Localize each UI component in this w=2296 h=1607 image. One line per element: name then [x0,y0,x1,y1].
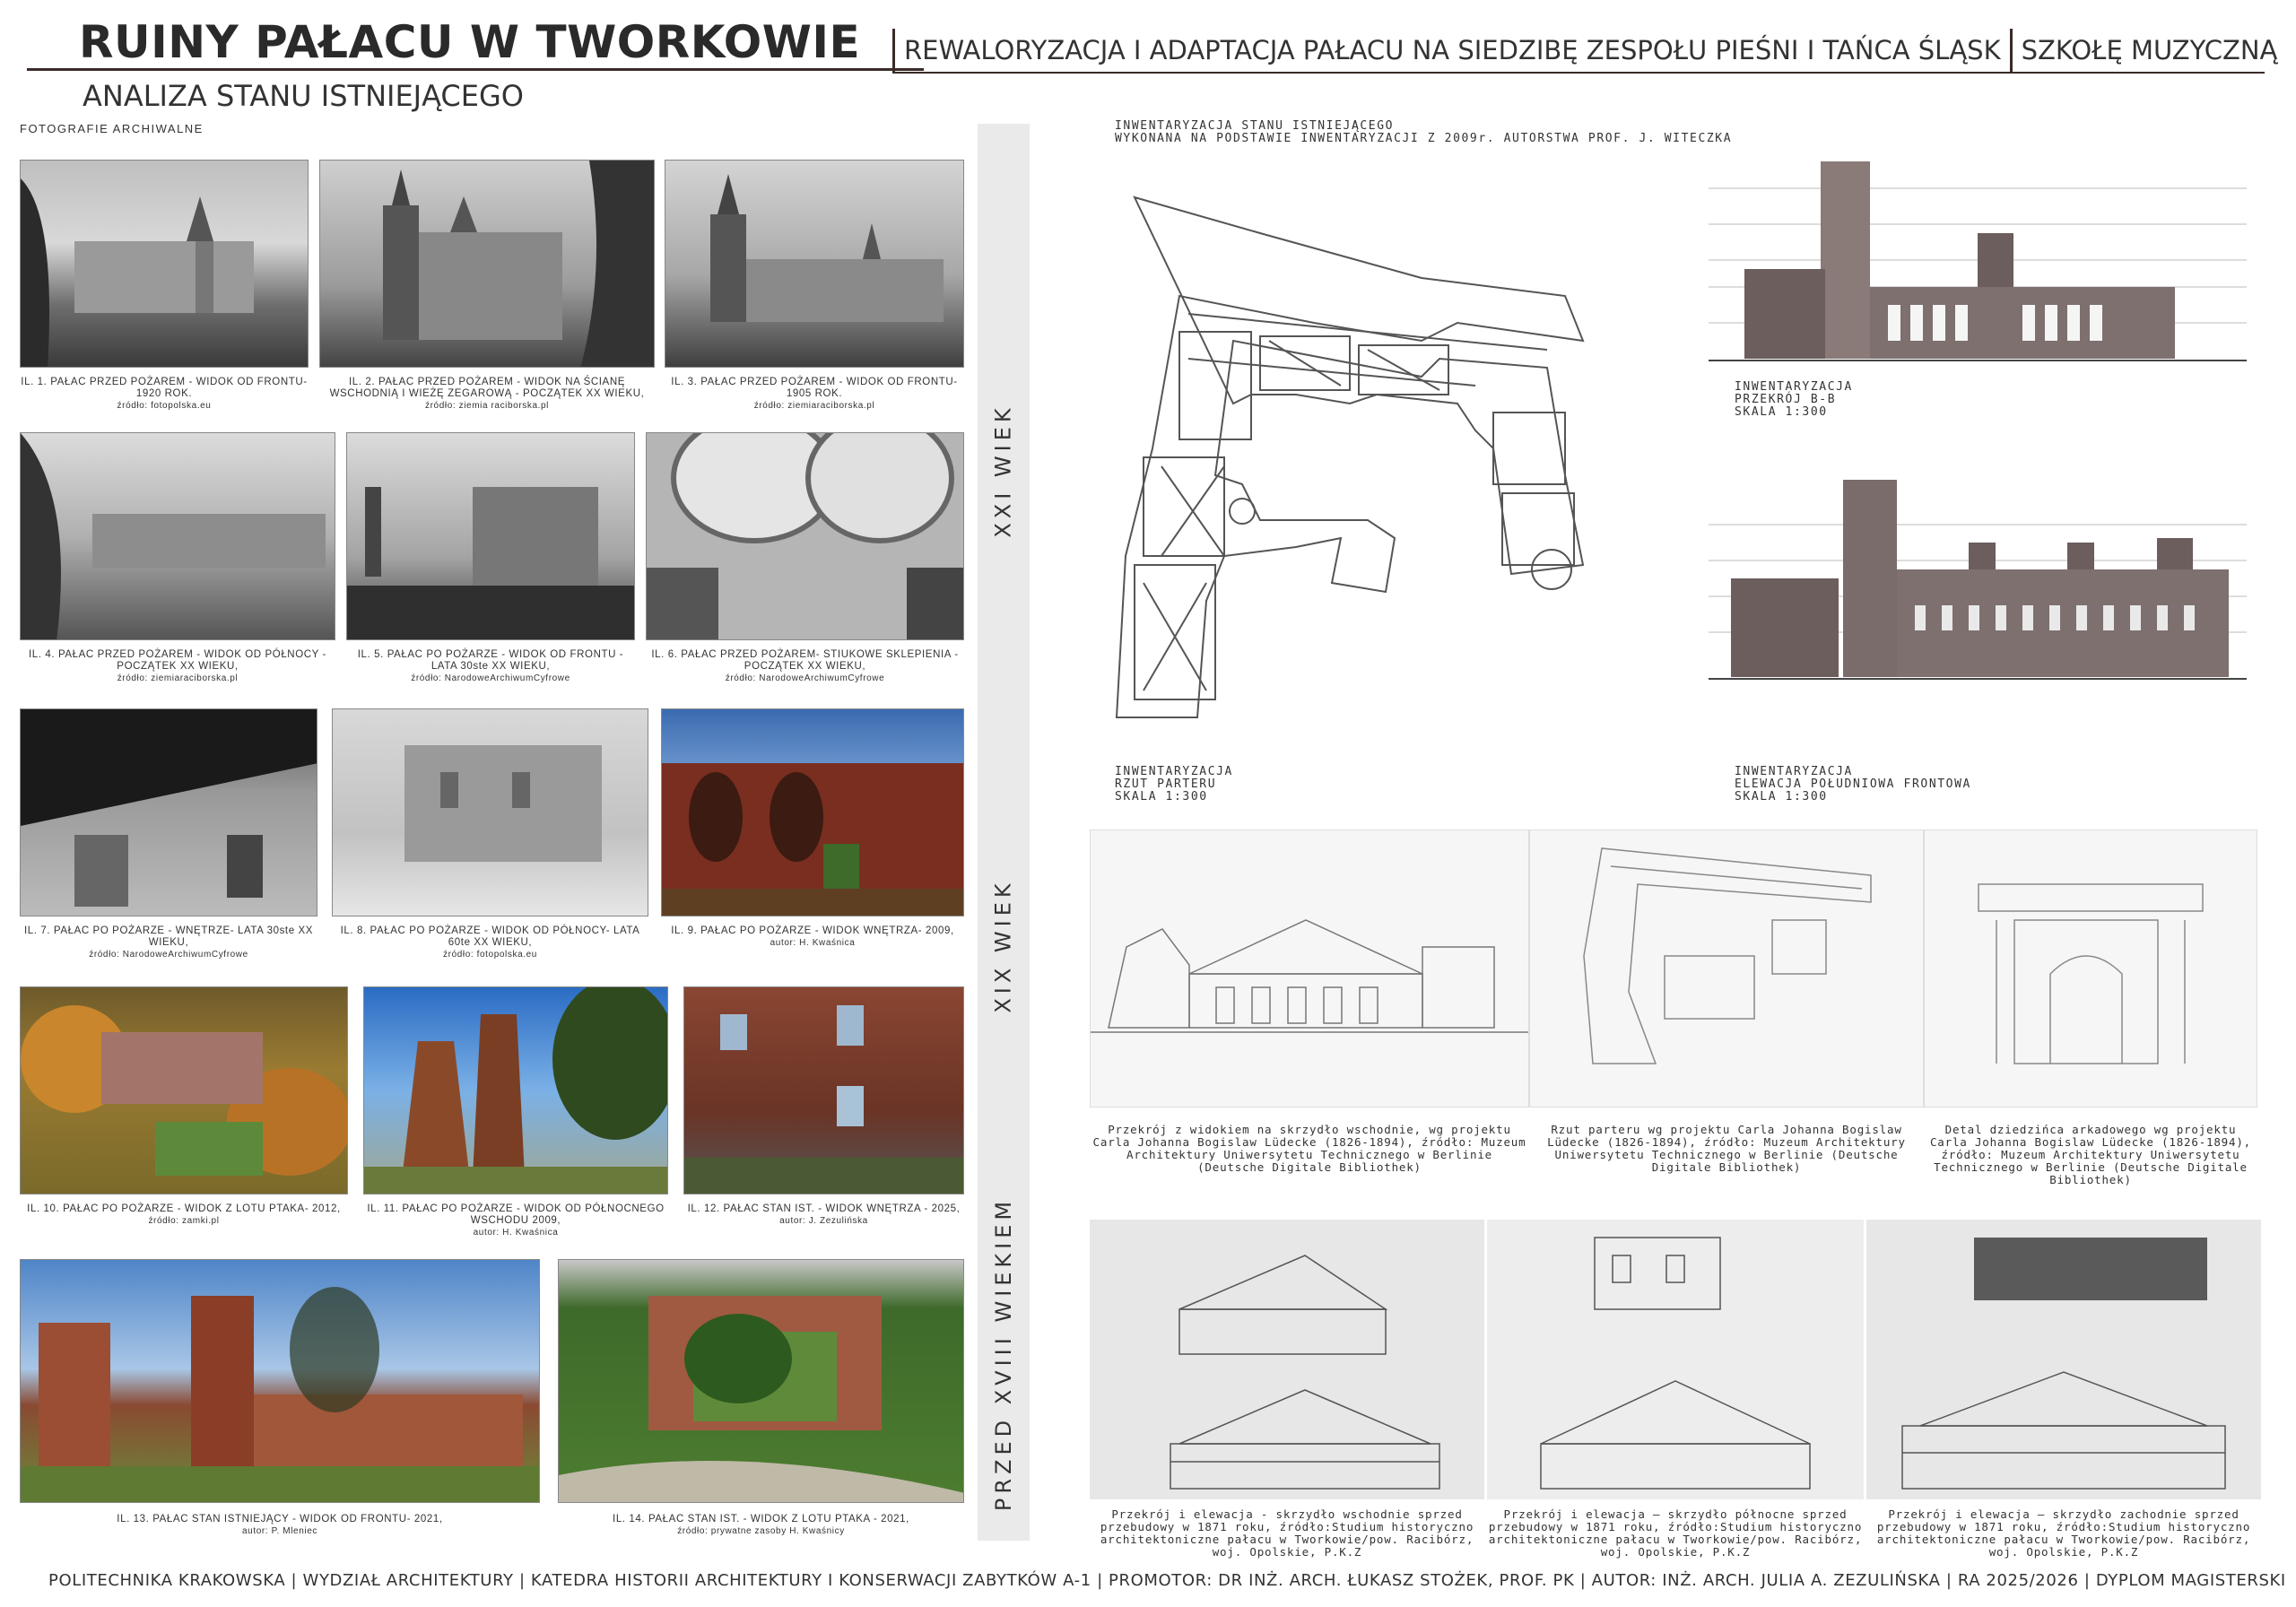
timeline-xix: XIX WIEK [991,879,1016,1013]
photo-6 [646,432,964,640]
caption-11: IL. 11. PAŁAC PO POŻARZE - WIDOK OD PÓŁNOCNEGO WSCHODU 2009, autor: H. Kwaśnica [367,1203,665,1238]
historic-caption-3: Detal dziedzińca arkadowego wg projektu Carla Johanna Bogislaw Lüdecke (1826-1894), źródło: Muzeum Architektury Uniwersytetu Technicznego w Berlinie (Deutsche Digitale Bibliothek) [1929,1123,2251,1186]
timeline-xxi: XXI WIEK [991,404,1016,538]
old-drawing-1 [1090,1220,1484,1499]
caption-9: IL. 9. PAŁAC PO POŻARZE - WIDOK WNĘTRZA- 2009, autor: H. Kwaśnica [671,925,954,948]
caption-14: IL. 14. PAŁAC STAN IST. - WIDOK Z LOTU PTAKA - 2021, źródło: prywatne zasoby H. Kwaśnicy [613,1514,909,1536]
elevation-caption: INWENTARYZACJA ELEWACJA POŁUDNIOWA FRONTOWA SKALA 1:300 [1735,765,1971,804]
photo-10 [20,986,348,1194]
photo-2 [319,160,655,368]
old-drawing-2 [1487,1220,1864,1499]
photo-7 [20,708,317,916]
caption-13: IL. 13. PAŁAC STAN ISTNIEJĄCY - WIDOK OD FRONTU- 2021, autor: P. Mleniec [117,1514,443,1536]
historic-drawing-2 [1529,830,1924,1108]
caption-7: IL. 7. PAŁAC PO POŻARZE - WNĘTRZE- LATA 30ste XX WIEKU, źródło: NarodoweArchiwumCyfrowe [23,925,314,960]
caption-10: IL. 10. PAŁAC PO POŻARZE - WIDOK Z LOTU PTAKA- 2012, źródło: zamki.pl [27,1203,341,1226]
project-title: REWALORYZACJA I ADAPTACJA PAŁACU NA SIEDZIBĘ ZESPOŁU PIEŚNI I TAŃCA ŚLĄSK [892,29,2010,72]
photo-13 [20,1259,540,1503]
project-title-2: SZKOŁĘ MUZYCZNĄ [2010,29,2287,72]
photo-11 [363,986,668,1194]
historic-caption-2: Rzut parteru wg projektu Carla Johanna Bogislaw Lüdecke (1826-1894), źródło: Muzeum Architektury Uniwersytetu Technicznego w Berlinie (Deutsche Digitale Bibliothek) [1547,1123,1906,1174]
caption-6: IL. 6. PAŁAC PRZED POŻAREM- STIUKOWE SKLEPIENIA - POCZĄTEK XX WIEKU, źródło: NarodoweArchiwumCyfrowe [651,649,959,683]
photo-5 [346,432,635,640]
caption-12: IL. 12. PAŁAC STAN IST. - WIDOK WNĘTRZA - 2025, autor: J. Zezulińska [687,1203,961,1226]
historic-drawing-1 [1090,830,1529,1108]
floor-plan-drawing [1081,179,1637,735]
section-drawing [1709,152,2247,395]
project-header [892,27,2286,74]
caption-8: IL. 8. PAŁAC PO POŻARZE - WIDOK OD PÓŁNOCY- LATA 60te XX WIEKU, źródło: fotopolska.eu [340,925,640,960]
photo-8 [332,708,648,916]
photo-12 [683,986,964,1194]
old-caption-2: Przekrój i elewacja – skrzydło północne sprzed przebudowy w 1871 roku, źródło:Studium historyczno architektoniczne pałacu w Tworkowie/pow. Racibórz, woj. Opolskie, P.K.Z [1488,1507,1863,1559]
header-rule [892,72,2265,74]
old-caption-3: Przekrój i elewacja – skrzydło zachodnie sprzed przebudowy w 1871 roku, źródło:Studium historyczno architektoniczne pałacu w Tworkowie/pow. Racibórz, woj. Opolskie, P.K.Z [1876,1507,2251,1559]
timeline-xviii: PRZED XVIII WIEKIEM [991,1196,1016,1512]
photo-9 [661,708,964,916]
page-title: RUINY PAŁACU W TWORKOWIE [79,16,861,68]
plan-caption: INWENTARYZACJA RZUT PARTERU SKALA 1:300 [1115,765,1233,804]
caption-3: IL. 3. PAŁAC PRZED POŻAREM - WIDOK OD FRONTU- 1905 ROK. źródło: ziemiaraciborska.pl [671,377,958,411]
caption-4: IL. 4. PAŁAC PRZED POŻAREM - WIDOK OD PÓŁNOCY - POCZĄTEK XX WIEKU, źródło: ziemiaraciborska.pl [29,649,326,683]
historic-drawing-3 [1924,830,2257,1108]
photo-1 [20,160,309,368]
elevation-drawing [1709,471,2247,686]
old-caption-1: Przekrój i elewacja - skrzydło wschodnie sprzed przebudowy w 1871 roku, źródło:Studium historyczno architektoniczne pałacu w Tworkowie/pow. Racibórz, woj. Opolskie, P.K.Z [1100,1507,1474,1559]
caption-2: IL. 2. PAŁAC PRZED POŻAREM - WIDOK NA ŚCIANĘ WSCHODNIĄ I WIEŻĘ ZEGAROWĄ - POCZĄTEK XX WIEKU, źródło: ziemia raciborska.pl [329,377,645,411]
historic-caption-1: Przekrój z widokiem na skrzydło wschodnie, wg projektu Carla Johanna Bogislaw Lüdecke (1826-1894), źródło: Muzeum Architektury Uniwersytetu Technicznego w Berlinie (Deutsche Digitale Bibliothek) [1092,1123,1526,1174]
caption-1: IL. 1. PAŁAC PRZED POŻAREM - WIDOK OD FRONTU- 1920 ROK. źródło: fotopolska.eu [21,377,308,411]
caption-5: IL. 5. PAŁAC PO POŻARZE - WIDOK OD FRONTU - LATA 30ste XX WIEKU, źródło: NarodoweArchiwumCyfrowe [357,649,624,683]
old-drawing-3 [1866,1220,2261,1499]
page-subtitle: ANALIZA STANU ISTNIEJĄCEGO [83,79,524,113]
inventory-heading: INWENTARYZACJA STANU ISTNIEJĄCEGO WYKONANA NA PODSTAWIE INWENTARYZACJI Z 2009r. AUTORSTWA PROF. J. WITECZKA [1115,119,1733,145]
photo-3 [665,160,964,368]
section-label: FOTOGRAFIE ARCHIWALNE [20,122,204,135]
photo-14 [558,1259,964,1503]
title-underline [27,68,924,71]
footer-credits: POLITECHNIKA KRAKOWSKA | WYDZIAŁ ARCHITEKTURY | KATEDRA HISTORII ARCHITEKTURY I KONSERWACJI ZABYTKÓW A-1 | PROMOTOR: DR INŻ. ARCH. ŁUKASZ STOŻEK, PROF. PK | AUTOR: INŻ. ARCH. JULIA A. ZEZULIŃSKA | RA 2025/2026 | DYPLOM MAGISTERSKI [48,1571,2286,1590]
section-caption: INWENTARYZACJA PRZEKRÓJ B-B SKALA 1:300 [1735,380,1853,419]
photo-4 [20,432,335,640]
